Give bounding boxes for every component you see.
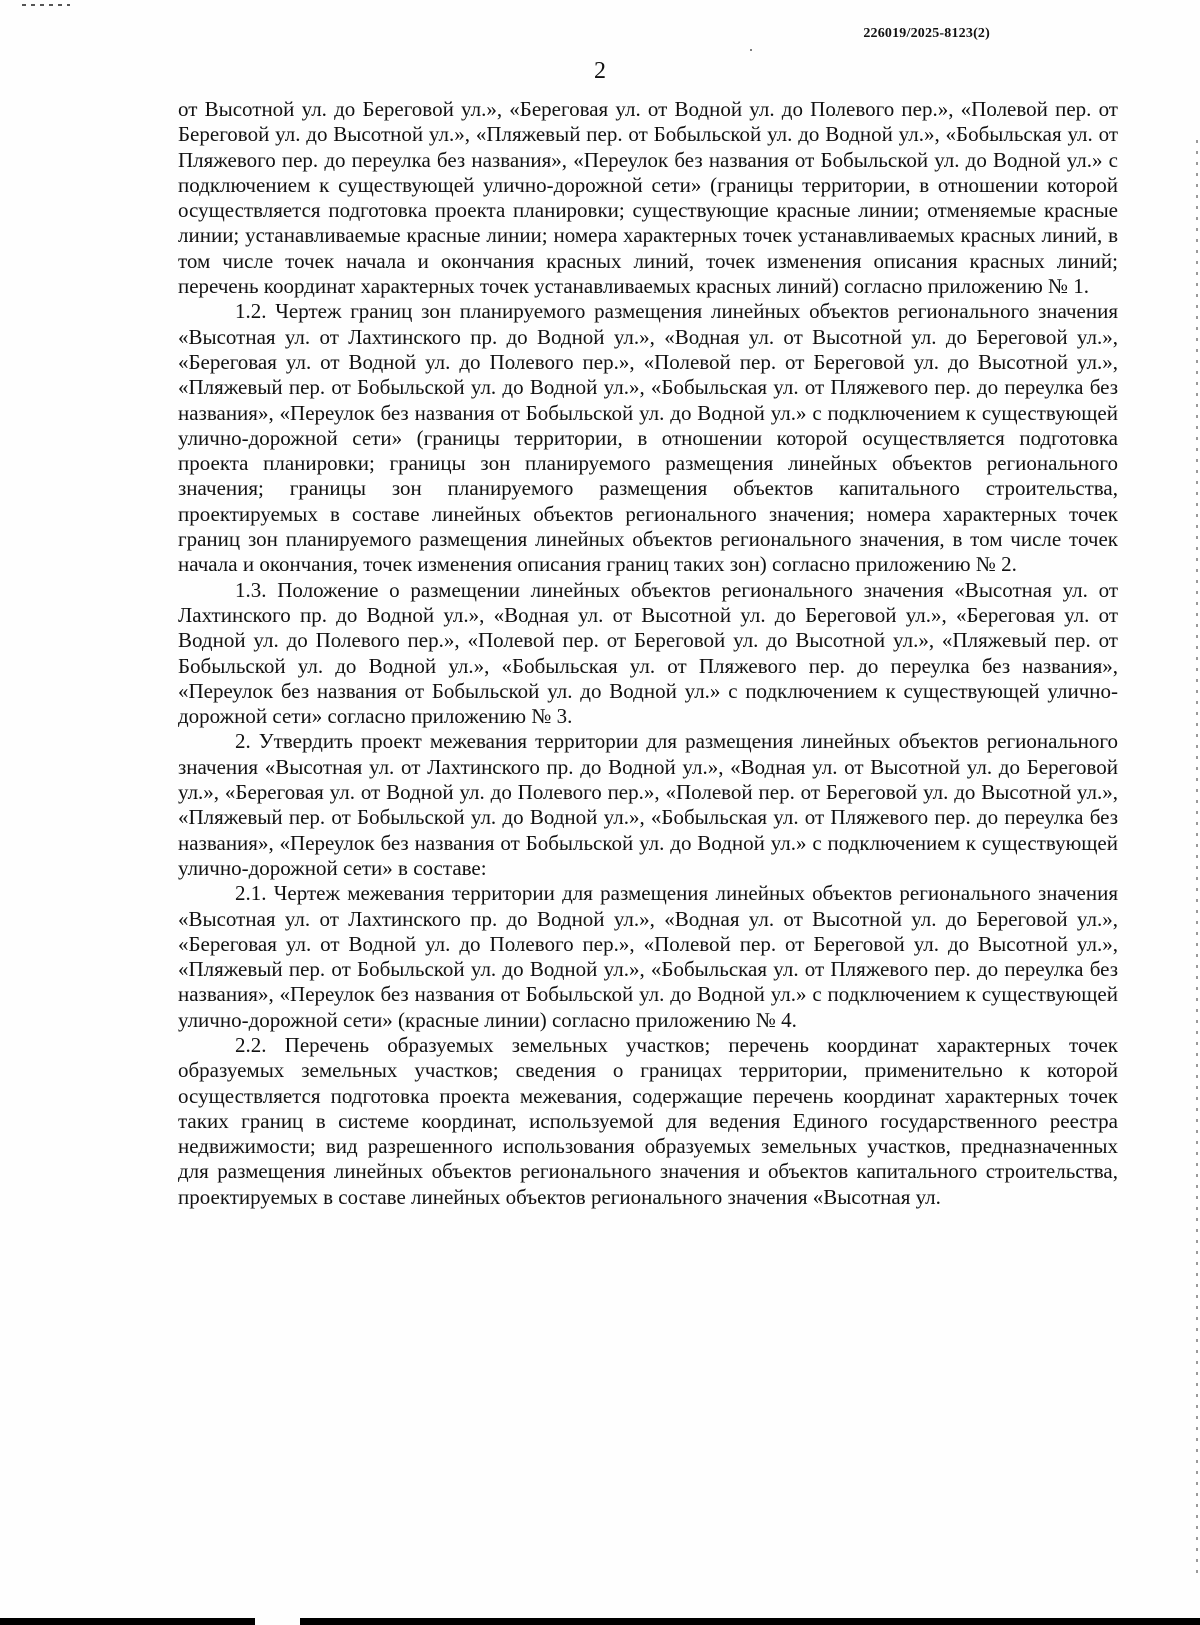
scan-artifact-bottom-gap [255, 1618, 300, 1625]
document-body [178, 97, 1118, 1210]
paragraph-clause-2: 2. Утвердить проект межевания территории для размещения линейных объектов регионального значения «Высотная ул. от Лахтинского пр. до Водной ул.», «Водная ул. от Высотной ул. до Береговой ул.», «Береговая ул. от Водной ул. до Полевого пер.», «Полевой пер. от Береговой ул. до Высотной ул.», «Пляжевый пер. от Бобыльской ул. до Водной ул.», «Бобыльская ул. от Пляжевого пер. до переулка без названия», «Переулок без названия от Бобыльской ул. до Водной ул.» с подключением к существующей улично-дорожной сети» в составе: [178, 729, 1118, 880]
paragraph-continuation: от Высотной ул. до Береговой ул.», «Береговая ул. от Водной ул. до Полевого пер.», «Полевой пер. от Береговой ул. до Высотной ул.», «Пляжевый пер. от Бобыльской ул. до Водной ул.», «Бобыльская ул. от Пляжевого пер. до переулка без названия», «Переулок без названия от Бобыльской ул. до Водной ул.» с подключением к существующей улично-дорожной сети» (границы территории, в отношении которой осуществляется подготовка проекта планировки; существующие красные линии; отменяемые красные линии; устанавливаемые красные линии; номера характерных точек устанавливаемых красных линий, в том числе точек начала и окончания красных линий, точек изменения описания красных линий; перечень координат характерных точек устанавливаемых красных линий) согласно приложению № 1. [178, 97, 1118, 299]
document-registration-number: 226019/2025-8123(2) [863, 26, 990, 41]
paragraph-clause-2-1: 2.1. Чертеж межевания территории для размещения линейных объектов регионального значения «Высотная ул. от Лахтинского пр. до Водной ул.», «Водная ул. от Высотной ул. до Береговой ул.», «Береговая ул. от Водной ул. до Полевого пер.», «Полевой пер. от Береговой ул. до Высотной ул.», «Пляжевый пер. от Бобыльской ул. до Водной ул.», «Бобыльская ул. от Пляжевого пер. до переулка без названия», «Переулок без названия от Бобыльской ул. до Водной ул.» с подключением к существующей улично-дорожной сети» (красные линии) согласно приложению № 4. [178, 881, 1118, 1032]
paragraph-clause-1-3: 1.3. Положение о размещении линейных объектов регионального значения «Высотная ул. от Лахтинского пр. до Водной ул.», «Водная ул. от Высотной ул. до Береговой ул.», «Береговая ул. от Водной ул. до Полевого пер.», «Полевой пер. от Береговой ул. до Высотной ул.», «Пляжевый пер. от Бобыльской ул. до Водной ул.», «Бобыльская ул. от Пляжевого пер. до переулка без названия», «Переулок без названия от Бобыльской ул. до Водной ул.» с подключением к существующей улично-дорожной сети» согласно приложению № 3. [178, 577, 1118, 729]
scan-artifact-bottom-bar [0, 1618, 1200, 1625]
paragraph-clause-1-2: 1.2. Чертеж границ зон планируемого размещения линейных объектов регионального значения «Высотная ул. от Лахтинского пр. до Водной ул.», «Водная ул. от Высотной ул. до Береговой ул.», «Береговая ул. от Водной ул. до Полевого пер.», «Полевой пер. от Береговой ул. до Высотной ул.», «Пляжевый пер. от Бобыльской ул. до Водной ул.», «Бобыльская ул. от Пляжевого пер. до переулка без названия», «Переулок без названия от Бобыльской ул. до Водной ул.» с подключением к существующей улично-дорожной сети» (границы территории, в отношении которой осуществляется подготовка проекта планировки; границы зон планируемого размещения линейных объектов регионального значения; границы зон планируемого размещения объектов капитального строительства, проектируемых в составе линейных объектов регионального значения; номера характерных точек границ зон планируемого размещения линейных объектов регионального значения, в том числе точек начала и окончания, точек изменения описания границ таких зон) согласно приложению № 2. [178, 299, 1118, 577]
scan-artifact-top [22, 4, 70, 6]
page-number: 2 [594, 58, 606, 84]
paragraph-clause-2-2: 2.2. Перечень образуемых земельных участков; перечень координат характерных точек образуемых земельных участков; сведения о границах территории, применительно к которой осуществляется подготовка проекта межевания, содержащие перечень координат характерных точек таких границ в системе координат, используемой для ведения Единого государственного реестра недвижимости; вид разрешенного использования образуемых земельных участков, предназначенных для размещения линейных объектов регионального значения и объектов капитального строительства, проектируемых в составе линейных объектов регионального значения «Высотная ул. [178, 1032, 1118, 1209]
scan-artifact-right-edge [1196, 140, 1198, 1580]
scan-artifact-dot [750, 49, 752, 51]
